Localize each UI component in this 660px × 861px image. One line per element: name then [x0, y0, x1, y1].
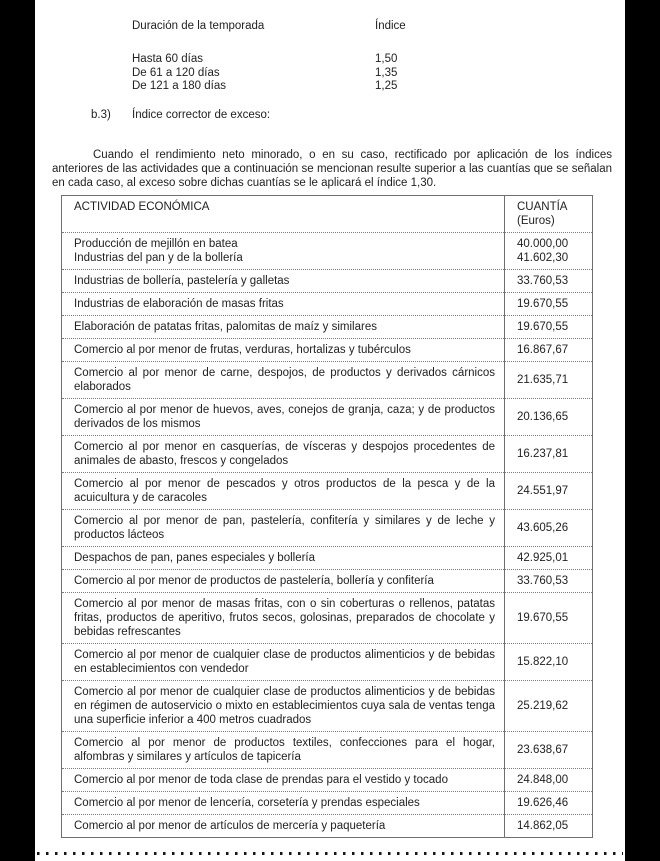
- table-row: [62, 815, 593, 838]
- season-index-value: 1,50: [375, 53, 398, 65]
- activity-cell: Comercio al por menor en casquerías, de vísceras y despojos procedentes de animales de abasto, frescos y congelados: [62, 436, 505, 473]
- amount-cell: 33.760,53: [505, 270, 593, 293]
- activity-cell: Comercio al por menor de carne, despojos, de productos y derivados cárnicos elaborados: [62, 362, 505, 399]
- table-row: [62, 732, 593, 769]
- season-duration: De 121 a 180 días: [132, 80, 226, 92]
- amount-cell: 16.867,67: [505, 339, 593, 362]
- scan-edge-left: [0, 0, 35, 861]
- activity-table: [61, 195, 593, 838]
- table-row: [62, 792, 593, 815]
- amount-cell: 20.136,65: [505, 399, 593, 436]
- amount-cell: 40.000,00 41.602,30: [505, 233, 593, 270]
- activity-cell: Comercio al por menor de pan, pastelería, confitería y similares y de leche y productos lácteos: [62, 510, 505, 547]
- table-row: [62, 570, 593, 593]
- activity-cell: Industrias de elaboración de masas fritas: [62, 293, 505, 316]
- activity-cell: Comercio al por menor de productos de pastelería, bollería y confitería: [62, 570, 505, 593]
- table-row: [62, 293, 593, 316]
- subsection-marker: b.3): [91, 109, 111, 121]
- season-row: [132, 53, 397, 67]
- table-row: [62, 233, 593, 270]
- table-row: [62, 316, 593, 339]
- activity-cell: Comercio al por menor de frutas, verduras, hortalizas y tubérculos: [62, 339, 505, 362]
- activity-cell: Producción de mejillón en batea Industrias del pan y de la bollería: [62, 233, 505, 270]
- table-row: [62, 362, 593, 399]
- table-row: [62, 769, 593, 792]
- activity-cell: Comercio al por menor de huevos, aves, conejos de granja, caza; y de productos derivados de los mismos: [62, 399, 505, 436]
- table-row: [62, 510, 593, 547]
- amount-cell: 19.670,55: [505, 316, 593, 339]
- amount-header-line2: (Euros): [517, 215, 555, 227]
- subsection-title: Índice corrector de exceso:: [132, 109, 271, 121]
- activity-column-header: ACTIVIDAD ECONÓMICA: [62, 196, 505, 233]
- scan-edge-right: [625, 0, 660, 861]
- table-row: [62, 473, 593, 510]
- amount-cell: 14.862,05: [505, 815, 593, 838]
- table-header-row: [62, 196, 593, 233]
- activity-cell: Despachos de pan, panes especiales y bollería: [62, 547, 505, 570]
- amount-cell: 19.626,46: [505, 792, 593, 815]
- intro-paragraph: Cuando el rendimiento neto minorado, o en su caso, rectificado por aplicación de los índices anteriores de las actividades que a continuación se mencionan resulte superior a las cuantías que se señalan en cada caso, al exceso sobre dichas cuantías se le aplicará el índice 1,30.: [52, 148, 612, 189]
- activity-cell: Comercio al por menor de toda clase de prendas para el vestido y tocado: [62, 769, 505, 792]
- amount-cell: 42.925,01: [505, 547, 593, 570]
- amount-header-line1: CUANTÍA: [517, 201, 568, 213]
- table-row: [62, 436, 593, 473]
- amount-cell: 19.670,55: [505, 593, 593, 644]
- activity-cell: Comercio al por menor de productos textiles, confecciones para el hogar, alfombras y similares y artículos de tapicería: [62, 732, 505, 769]
- season-duration-header: Duración de la temporada: [132, 20, 265, 32]
- amount-cell: 23.638,67: [505, 732, 593, 769]
- amount-cell: 19.670,55: [505, 293, 593, 316]
- activity-cell: Comercio al por menor de lencería, corsetería y prendas especiales: [62, 792, 505, 815]
- season-duration: De 61 a 120 días: [132, 66, 220, 79]
- activity-cell: Elaboración de patatas fritas, palomitas de maíz y similares: [62, 316, 505, 339]
- season-duration: Hasta 60 días: [132, 53, 203, 65]
- amount-cell: 43.605,26: [505, 510, 593, 547]
- amount-cell: 16.237,81: [505, 436, 593, 473]
- table-row: [62, 681, 593, 732]
- amount-cell: 25.219,62: [505, 681, 593, 732]
- document-page: [35, 0, 625, 861]
- activity-cell: Industrias de bollería, pastelería y galletas: [62, 270, 505, 293]
- dotted-separator: [37, 852, 623, 855]
- amount-cell: 33.760,53: [505, 570, 593, 593]
- table-row: [62, 339, 593, 362]
- table-row: [62, 547, 593, 570]
- season-index-list: [132, 53, 397, 94]
- season-row: [132, 80, 397, 94]
- activity-cell: Comercio al por menor de masas fritas, con o sin coberturas o rellenos, patatas fritas, productos de aperitivo, frutos secos, golosinas, preparados de chocolate y bebidas refrescantes: [62, 593, 505, 644]
- amount-cell: 15.822,10: [505, 644, 593, 681]
- activity-cell: Comercio al por menor de cualquier clase de productos alimenticios y de bebidas en establecimientos con vendedor: [62, 644, 505, 681]
- season-index-header: [132, 20, 406, 32]
- amount-column-header: [505, 196, 593, 233]
- activity-cell: Comercio al por menor de pescados y otros productos de la pesca y de la acuicultura y de caracoles: [62, 473, 505, 510]
- season-index-column-header: Índice: [375, 20, 406, 32]
- activity-cell: Comercio al por menor de cualquier clase de productos alimenticios y de bebidas en régimen de autoservicio o mixto en establecimientos cuya sala de ventas tenga una superficie inferior a 400 metros cuadrados: [62, 681, 505, 732]
- activity-table-body: [62, 196, 593, 838]
- table-row: [62, 270, 593, 293]
- season-row: [132, 67, 397, 81]
- season-index-value: 1,25: [375, 80, 398, 92]
- table-row: [62, 399, 593, 436]
- amount-cell: 24.551,97: [505, 473, 593, 510]
- amount-cell: 24.848,00: [505, 769, 593, 792]
- amount-cell: 21.635,71: [505, 362, 593, 399]
- activity-cell: Comercio al por menor de artículos de mercería y paquetería: [62, 815, 505, 838]
- season-index-value: 1,35: [375, 66, 398, 79]
- table-row: [62, 593, 593, 644]
- table-row: [62, 644, 593, 681]
